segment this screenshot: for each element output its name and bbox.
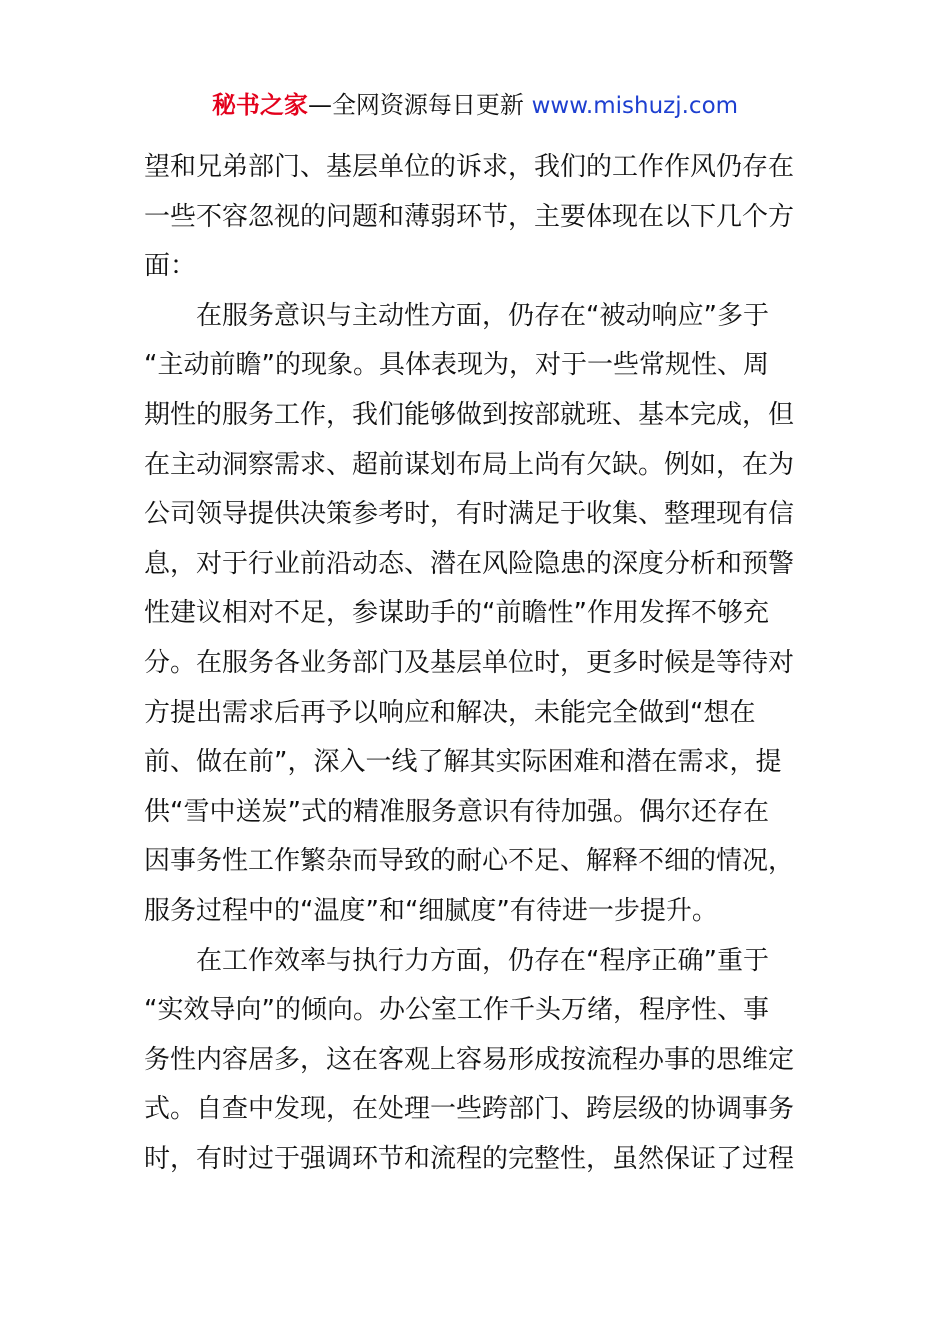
text-line: “实效导向”的倾向。办公室工作千头万绪，程序性、事 [144, 995, 769, 1026]
website-link[interactable]: www.mishuzj.com [531, 93, 739, 119]
paragraph-start-line: 在服务意识与主动性方面，仍存在“被动响应”多于 [196, 300, 769, 331]
text-line: 时，有时过于强调环节和流程的完整性，虽然保证了过程 [144, 1143, 795, 1174]
text-line: 因事务性工作繁杂而导致的耐心不足、解释不细的情况， [144, 846, 795, 877]
text-line: 服务过程中的“温度”和“细腻度”有待进一步提升。 [144, 895, 718, 926]
text-line: 期性的服务工作，我们能够做到按部就班、基本完成，但 [144, 399, 795, 430]
text-line: 分。在服务各业务部门及基层单位时，更多时候是等待对 [144, 647, 795, 678]
text-line: 公司领导提供决策参考时，有时满足于收集、整理现有信 [144, 499, 795, 530]
paragraph-start-line: 在工作效率与执行力方面，仍存在“程序正确”重于 [196, 945, 769, 976]
brand-name: 秘书之家 [211, 91, 308, 119]
text-line: 供“雪中送炭”式的精准服务意识有待加强。偶尔还存在 [144, 796, 769, 827]
text-line: “主动前瞻”的现象。具体表现为，对于一些常规性、周 [144, 350, 769, 381]
text-line: 方提出需求后再予以响应和解决，未能完全做到“想在 [144, 697, 756, 728]
text-line: 在主动洞察需求、超前谋划布局上尚有欠缺。例如，在为 [144, 449, 795, 480]
document-body [144, 143, 808, 1184]
text-line: 望和兄弟部门、基层单位的诉求，我们的工作作风仍存在 [144, 152, 795, 182]
text-line: 务性内容居多，这在客观上容易形成按流程办事的思维定 [144, 1044, 795, 1075]
text-line: 前、做在前”，深入一线了解其实际困难和潜在需求，提 [144, 747, 782, 778]
text-line: 面： [144, 251, 197, 282]
text-line: 式。自查中发现，在处理一些跨部门、跨层级的协调事务 [144, 1094, 795, 1125]
header-tagline: —全网资源每日更新 [307, 91, 524, 119]
text-line: 息，对于行业前沿动态、潜在风险隐患的深度分析和预警 [144, 548, 795, 579]
text-line: 性建议相对不足，参谋助手的“前瞻性”作用发挥不够充 [144, 598, 769, 629]
text-line: 一些不容忽视的问题和薄弱环节，主要体现在以下几个方 [144, 201, 795, 232]
page-header [0, 88, 950, 123]
